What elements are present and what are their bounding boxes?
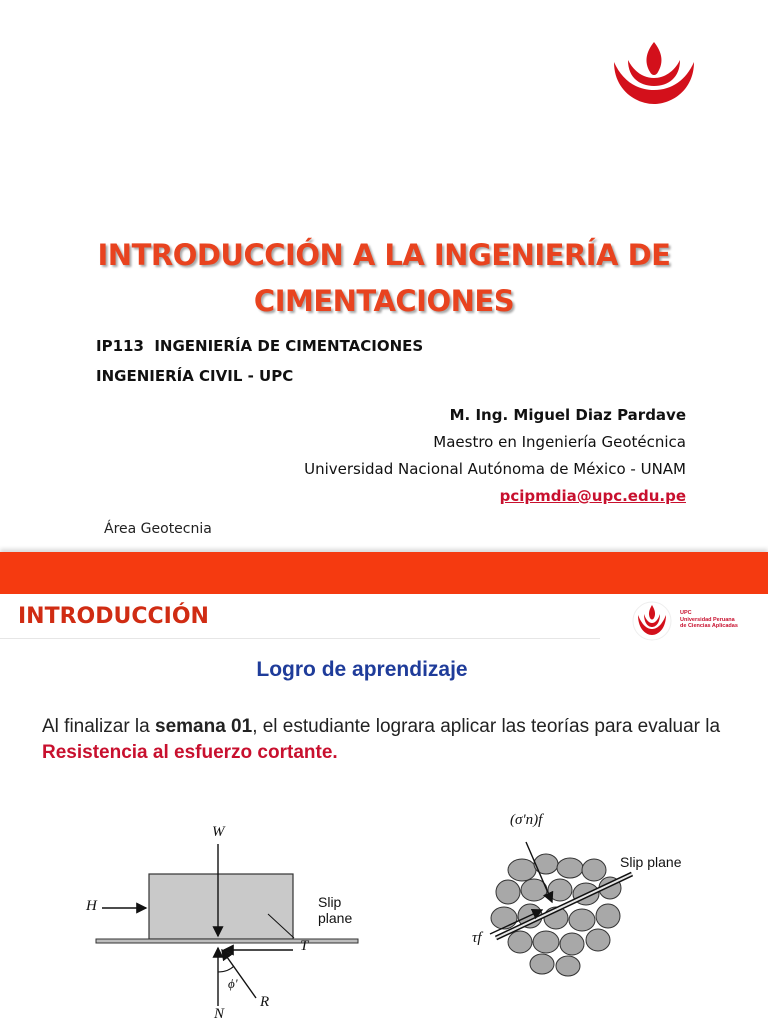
label-W: W xyxy=(212,824,225,840)
label-tau: τf xyxy=(472,930,482,946)
title-line-2: CIMENTACIONES xyxy=(253,284,515,318)
soil-grains xyxy=(491,854,621,976)
objective-paragraph xyxy=(42,714,732,766)
label-slip-plane-left: Slip plane xyxy=(318,894,353,926)
logo-text-line3: de Ciencias Aplicadas xyxy=(680,623,738,629)
area-label: Área Geotecnia xyxy=(104,521,212,537)
main-title xyxy=(60,232,708,324)
block-shape xyxy=(149,874,293,939)
label-R: R xyxy=(260,994,270,1010)
paragraph-bold: semana 01 xyxy=(155,716,253,737)
logo-text xyxy=(680,610,740,630)
block-slip-figure xyxy=(78,826,378,1024)
upc-logo-icon xyxy=(606,40,702,106)
title-line-1: INTRODUCCIÓN A LA INGENIERÍA DE xyxy=(97,238,671,272)
label-sigma: (σ'n)f xyxy=(510,812,543,828)
program-name: INGENIERÍA CIVIL - UPC xyxy=(96,367,294,385)
label-H: H xyxy=(86,898,97,914)
course-code: IP113 INGENIERÍA DE CIMENTACIONES xyxy=(96,337,424,355)
granular-slip-diagram xyxy=(460,818,710,998)
label-phi: ϕ' xyxy=(228,976,238,991)
paragraph-highlight: Resistencia al esfuerzo cortante. xyxy=(42,742,338,763)
label-slip-plane-right: Slip plane xyxy=(620,854,682,870)
author-degree: Maestro en Ingeniería Geotécnica xyxy=(433,433,686,451)
logo-text-line2: Universidad Peruana xyxy=(680,616,735,623)
phi-arc xyxy=(218,966,234,972)
author-email-link[interactable]: pcipmdia@upc.edu.pe xyxy=(499,487,686,505)
slip-plane-bar xyxy=(96,939,358,943)
upc-logo-small-icon xyxy=(632,601,672,641)
label-N: N xyxy=(214,1006,225,1022)
intro-slide xyxy=(0,594,768,1024)
paragraph-part-1: Al finalizar la xyxy=(42,716,155,737)
upc-logo-small xyxy=(632,600,738,642)
subtitle: Logro de aprendizaje xyxy=(256,658,468,681)
header-divider xyxy=(0,638,600,639)
paragraph-part-2: , el estudiante lograra aplicar las teorías para evaluar la xyxy=(252,716,721,737)
slide-divider-band xyxy=(0,552,768,594)
granular-slip-figure xyxy=(460,812,710,998)
slide-header: INTRODUCCIÓN xyxy=(18,604,209,629)
label-T: T xyxy=(300,938,309,954)
author-name: M. Ing. Miguel Diaz Pardave xyxy=(449,406,686,424)
logo-text-line1: UPC xyxy=(680,610,692,616)
author-university: Universidad Nacional Autónoma de México - UNAM xyxy=(304,460,686,478)
